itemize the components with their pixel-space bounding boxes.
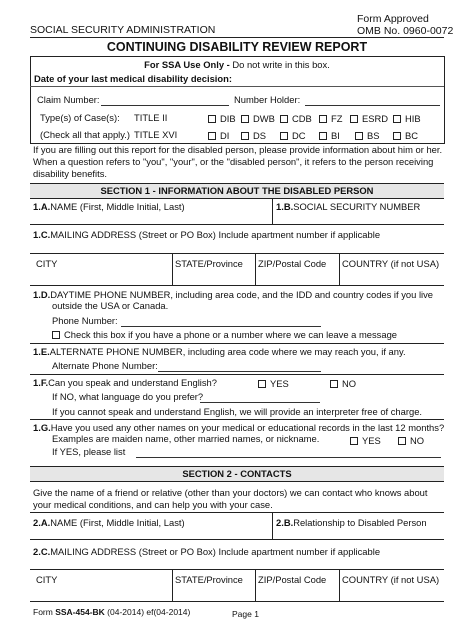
alt-phone-field[interactable] bbox=[158, 371, 321, 372]
other-names-yes-checkbox[interactable]: YES bbox=[350, 435, 381, 446]
check-all-label: (Check all that apply.) bbox=[40, 129, 130, 140]
alt-phone-label: Alternate Phone Number: bbox=[52, 360, 158, 371]
preferred-language-field[interactable] bbox=[200, 402, 320, 403]
checkbox-icon bbox=[355, 132, 363, 140]
intro-line-1: If you are filling out this report for the disabled person, please provide information about him or her. bbox=[33, 144, 443, 155]
contact-city-label: CITY bbox=[36, 574, 58, 585]
english-yes-checkbox[interactable]: YES bbox=[258, 378, 289, 389]
option-dc[interactable]: DC bbox=[280, 130, 306, 141]
header-rule bbox=[30, 37, 444, 38]
contact-col-divider bbox=[255, 569, 256, 601]
contact-state-label: STATE/Province bbox=[175, 574, 243, 585]
checkbox-icon bbox=[393, 115, 401, 123]
checkbox-icon bbox=[319, 132, 327, 140]
section2-heading: SECTION 2 - CONTACTS bbox=[182, 468, 292, 479]
phone-number-label: Phone Number: bbox=[52, 315, 118, 326]
state-label: STATE/Province bbox=[175, 258, 243, 269]
ssa-use-heading: For SSA Use Only - Do not write in this box. bbox=[144, 59, 330, 70]
checkbox-icon bbox=[350, 437, 358, 445]
contact-name-field[interactable] bbox=[30, 539, 444, 540]
contact-city-state-field[interactable] bbox=[30, 601, 444, 602]
page-number: Page 1 bbox=[232, 609, 259, 619]
case-type-label: Type(s) of Case(s): bbox=[40, 112, 120, 123]
contact-col-divider bbox=[172, 569, 173, 601]
q1b-label: 1.B.SOCIAL SECURITY NUMBER bbox=[276, 201, 421, 212]
number-holder-field[interactable] bbox=[305, 105, 440, 106]
other-names-field[interactable] bbox=[136, 457, 441, 458]
section2-intro-rule bbox=[30, 512, 444, 513]
option-bi[interactable]: BI bbox=[319, 130, 340, 141]
q1a-label: 1.A.NAME (First, Middle Initial, Last) bbox=[33, 201, 185, 212]
title-ii-label: TITLE II bbox=[134, 112, 168, 123]
contact-zip-label: ZIP/Postal Code bbox=[258, 574, 327, 585]
name-row-field[interactable] bbox=[30, 224, 444, 225]
option-bc[interactable]: BC bbox=[393, 130, 418, 141]
q2b-label: 2.B.Relationship to Disabled Person bbox=[276, 517, 427, 528]
option-bs[interactable]: BS bbox=[355, 130, 380, 141]
claim-number-field[interactable] bbox=[101, 105, 229, 106]
option-hib[interactable]: HIB bbox=[393, 113, 421, 124]
other-names-list-label: If YES, please list bbox=[52, 446, 126, 457]
form-approved-text: Form Approved bbox=[357, 13, 429, 25]
intro-line-3: disability benefits. bbox=[33, 168, 107, 179]
q1c-label: 1.C.MAILING ADDRESS (Street or PO Box) Include apartment number if applicable bbox=[33, 229, 381, 240]
option-cdb[interactable]: CDB bbox=[280, 113, 312, 124]
q2a-label: 2.A.NAME (First, Middle Initial, Last) bbox=[33, 517, 185, 528]
option-dib[interactable]: DIB bbox=[208, 113, 236, 124]
q1g-line-1: 1.G.Have you used any other names on your medical or educational records in the last 12 months? bbox=[33, 422, 445, 433]
checkbox-icon bbox=[330, 380, 338, 388]
checkbox-icon bbox=[208, 115, 216, 123]
checkbox-icon bbox=[241, 132, 249, 140]
zip-label: ZIP/Postal Code bbox=[258, 258, 327, 269]
last-decision-date-label: Date of your last medical disability decision: bbox=[34, 73, 232, 84]
option-ds[interactable]: DS bbox=[241, 130, 266, 141]
checkbox-icon bbox=[241, 115, 249, 123]
checkbox-icon bbox=[280, 132, 288, 140]
q1d-rule bbox=[30, 343, 444, 344]
preferred-language-label: If NO, what language do you prefer? bbox=[52, 391, 204, 402]
leave-message-checkbox[interactable]: Check this box if you have a phone or a number where we can leave a message bbox=[52, 329, 397, 340]
option-fz[interactable]: FZ bbox=[319, 113, 342, 124]
checkbox-icon bbox=[319, 115, 327, 123]
checkbox-icon bbox=[258, 380, 266, 388]
q1-divider bbox=[272, 198, 273, 224]
q1f-rule bbox=[30, 419, 444, 420]
country-label: COUNTRY (if not USA) bbox=[342, 258, 440, 269]
option-dwb[interactable]: DWB bbox=[241, 113, 275, 124]
checkbox-icon bbox=[393, 132, 401, 140]
form-title: CONTINUING DISABILITY REVIEW REPORT bbox=[106, 40, 368, 54]
claim-number-label: Claim Number: bbox=[37, 94, 100, 105]
interpreter-note: If you cannot speak and understand English, we will provide an interpreter free of charge. bbox=[52, 406, 423, 417]
omb-number: OMB No. 0960-0072 bbox=[357, 25, 454, 37]
q1d-line-1: 1.D.DAYTIME PHONE NUMBER, including area code, and the IDD and country codes if you live bbox=[33, 289, 434, 300]
intro-line-2: When a question refers to "you", "your", or the "disabled person", it refers to the person receiving bbox=[33, 156, 434, 167]
checkbox-icon bbox=[52, 331, 60, 339]
city-label: CITY bbox=[36, 258, 58, 269]
checkbox-icon bbox=[280, 115, 288, 123]
contacts-intro-2: your medical conditions, and can help you with your case. bbox=[33, 499, 273, 510]
checkbox-icon bbox=[398, 437, 406, 445]
q1g-line-2: Examples are maiden name, other married names, or nickname. bbox=[52, 433, 320, 444]
q1f-label: 1.F.Can you speak and understand English? bbox=[33, 377, 217, 388]
mailing-address-field[interactable] bbox=[30, 253, 444, 254]
form-identifier: Form SSA-454-BK (04-2014) ef(04-2014) bbox=[33, 607, 191, 617]
agency-name: SOCIAL SECURITY ADMINISTRATION bbox=[30, 24, 216, 36]
address-col-divider bbox=[172, 253, 173, 285]
q2c-label: 2.C.MAILING ADDRESS (Street or PO Box) Include apartment number if applicable bbox=[33, 546, 381, 557]
contacts-intro-1: Give the name of a friend or relative (other than your doctors) we can contact who knows about bbox=[33, 487, 428, 498]
checkbox-icon bbox=[350, 115, 358, 123]
address-col-divider bbox=[255, 253, 256, 285]
title-xvi-label: TITLE XVI bbox=[134, 129, 178, 140]
english-no-checkbox[interactable]: NO bbox=[330, 378, 356, 389]
contact-address-field[interactable] bbox=[30, 569, 444, 570]
q1e-label: 1.E.ALTERNATE PHONE NUMBER, including area code where we may reach you, if any. bbox=[33, 346, 406, 357]
contact-col-divider bbox=[339, 569, 340, 601]
address-col-divider bbox=[339, 253, 340, 285]
other-names-no-checkbox[interactable]: NO bbox=[398, 435, 424, 446]
contact-country-label: COUNTRY (if not USA) bbox=[342, 574, 440, 585]
ssa-box-divider bbox=[30, 86, 444, 87]
checkbox-icon bbox=[208, 132, 216, 140]
option-esrd[interactable]: ESRD bbox=[350, 113, 388, 124]
city-state-zip-field[interactable] bbox=[30, 285, 444, 286]
section1-heading: SECTION 1 - INFORMATION ABOUT THE DISABLED PERSON bbox=[100, 185, 374, 196]
q1d-line-2: outside the USA or Canada. bbox=[52, 300, 169, 311]
option-di[interactable]: DI bbox=[208, 130, 229, 141]
number-holder-label: Number Holder: bbox=[234, 94, 301, 105]
q1e-rule bbox=[30, 374, 444, 375]
phone-number-field[interactable] bbox=[121, 326, 321, 327]
q2-divider bbox=[272, 512, 273, 539]
